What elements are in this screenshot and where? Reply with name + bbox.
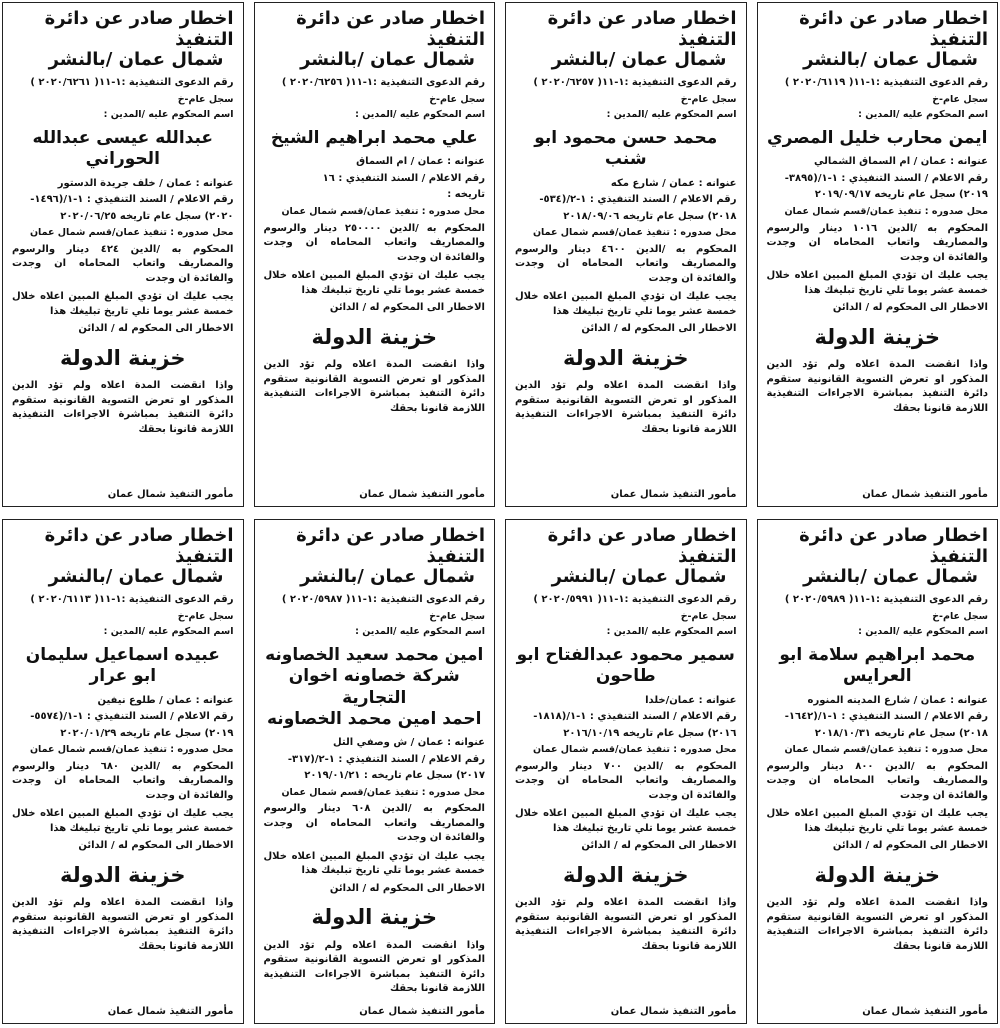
notice-footer: مأمور التنفيذ شمال عمان <box>610 488 737 500</box>
case-number <box>12 76 234 91</box>
creditor-line: الاخطار الى المحكوم له / الدائن <box>329 882 485 894</box>
case-number <box>515 593 737 608</box>
notice-footer: مأمور التنفيذ شمال عمان <box>107 488 234 500</box>
defendant-label: اسم المحكوم عليه /المدين : <box>606 626 737 638</box>
title-line2: شمال عمان /بالنشر <box>551 49 727 71</box>
notice-doc-number: ١-١/(٣٨٩٥- <box>784 172 838 184</box>
record-type: سجل عام-خ <box>680 610 737 622</box>
case-number <box>767 76 989 91</box>
creditor-line: الاخطار الى المحكوم له / الدائن <box>581 323 737 335</box>
title-line1: اخطار صادر عن دائرة التنفيذ <box>799 525 988 567</box>
address-prefix: عنوانه : <box>946 156 988 168</box>
notice-doc-date: ٢٠١٨) سجل عام تاريخه ٢٠١٨/٠٩/٠٦ <box>563 210 737 222</box>
judgment <box>515 760 737 804</box>
creditor-name: خزينة الدولة <box>311 905 438 930</box>
notice-doc <box>264 753 486 768</box>
notice-footer: مأمور التنفيذ شمال عمان <box>359 1005 485 1017</box>
case-value: ١-١١( ٢٠٢٠/٦١١٩ ) <box>784 77 876 89</box>
case-prefix: رقم الدعوى التنفيذية : <box>372 77 485 89</box>
defendant-name: عبيده اسماعيل سليمان ابو عرار <box>25 645 220 687</box>
defendant-label: اسم المحكوم عليه /المدين : <box>858 626 988 638</box>
creditor-name: خزينة الدولة <box>562 345 689 370</box>
judgment <box>767 760 989 804</box>
title-line2: شمال عمان /بالنشر <box>300 49 475 71</box>
judgment <box>12 243 234 287</box>
creditor-name: خزينة الدولة <box>814 862 941 887</box>
judgment-amount: ١٠١٦ دينار <box>819 222 878 234</box>
case-prefix: رقم الدعوى التنفيذية : <box>372 594 485 606</box>
defendant-name: محمد ابراهيم سلامة ابو العرايس <box>779 645 976 687</box>
creditor-line: الاخطار الى المحكوم له / الدائن <box>832 840 988 852</box>
issuer: محل صدوره : تنفيذ عمان/قسم شمال عمان <box>532 227 737 239</box>
record-type: سجل عام-خ <box>177 93 234 105</box>
address-value: عمان / خلف جريدة الدستور <box>57 177 193 189</box>
warning-text: واذا انقضت المدة اعلاه ولم تؤد الدين المذكور او تعرض التسوية القانونية ستقوم دائرة التنفيذ بمباشرة الاجراءات التنفيذية اللازمة قانونا بحقك <box>12 380 234 435</box>
creditor-name: خزينة الدولة <box>59 862 186 887</box>
record-type: سجل عام-خ <box>680 93 737 105</box>
notice-doc-label: رقم الاعلام / السند التنفيذي : <box>841 711 988 723</box>
issuer: محل صدوره : تنفيذ عمان/قسم شمال عمان <box>29 227 234 239</box>
notice-card <box>2 2 244 507</box>
record-type: سجل عام-خ <box>429 93 485 105</box>
case-value: ١-١١( ٢٠٢٠/٦٢٦١ ) <box>30 77 122 89</box>
title-line2: شمال عمان /بالنشر <box>300 566 475 588</box>
address <box>515 177 737 192</box>
notice-card <box>254 2 496 507</box>
issuer: محل صدوره : تنفيذ عمان/قسم شمال عمان <box>281 786 485 798</box>
case-value: ١-١١( ٢٠٢٠/٥٩٩١ ) <box>533 594 625 606</box>
notice-footer: مأمور التنفيذ شمال عمان <box>610 1005 737 1017</box>
notice-doc-number: ١-٢/(٥٣٤- <box>539 194 587 206</box>
notice-doc-date: ٢٠٢٠) سجل عام تاريخه ٢٠٢٠/٠٦/٢٥ <box>60 210 234 222</box>
creditor-name: خزينة الدولة <box>311 324 438 349</box>
judgment-suffix: والرسوم والمصاريف واتعاب المحاماه ان وجدت والفائدة ان وجدت <box>515 760 737 801</box>
notice-doc-date: ٢٠١٦) سجل عام تاريخه ٢٠١٦/١٠/١٩ <box>563 727 737 739</box>
judgment-amount: ٦٨٠ دينار <box>66 760 120 772</box>
judgment-prefix: المحكوم به /الدين <box>877 222 988 234</box>
judgment-suffix: والرسوم والمصاريف واتعاب المحاماه ان وجدت والفائدة ان وجدت <box>515 243 737 284</box>
case-value: ١-١١( ٢٠٢٠/٦٢٥٦ ) <box>281 77 373 89</box>
address-value: عمان / طلوع نيفين <box>97 694 193 706</box>
notice-title <box>767 9 989 71</box>
creditor-name: خزينة الدولة <box>814 324 941 349</box>
notice-doc <box>767 710 989 725</box>
address-value: عمان / ام السماق <box>356 156 444 168</box>
payment-instruction: يجب عليك ان تؤدي المبلغ المبين اعلاه خلال خمسة عشر يوما تلي تاريخ تبليغك هذا <box>766 270 988 296</box>
judgment-prefix: المحكوم به /الدين <box>381 222 485 234</box>
notice-footer: مأمور التنفيذ شمال عمان <box>359 488 485 500</box>
title-line2: شمال عمان /بالنشر <box>803 49 978 71</box>
judgment-amount: ٦٠٨ دينار <box>318 803 371 815</box>
judgment-suffix: والرسوم والمصاريف واتعاب المحاماه ان وجدت والفائدة ان وجدت <box>263 222 485 263</box>
case-prefix: رقم الدعوى التنفيذية : <box>121 594 234 606</box>
notice-title <box>515 526 737 588</box>
notice-card <box>757 2 999 507</box>
notice-doc-number: ١-١/(١٦٤٢- <box>784 711 838 723</box>
title-line1: اخطار صادر عن دائرة التنفيذ <box>547 8 737 50</box>
record-type: سجل عام-خ <box>932 610 988 622</box>
defendant-name: سمير محمود عبدالفتاح ابو طاحون <box>516 645 735 687</box>
creditor-line: الاخطار الى المحكوم له / الدائن <box>329 302 485 314</box>
defendant-name: امين محمد سعيد الخصاونه شركة خصاونه اخوان التجارية احمد امين محمد الخصاونه <box>265 645 484 729</box>
judgment <box>264 222 486 266</box>
judgment-prefix: المحكوم به /الدين <box>873 760 988 772</box>
case-prefix: رقم الدعوى التنفيذية : <box>624 594 737 606</box>
creditor-line: الاخطار الى المحكوم له / الدائن <box>581 840 737 852</box>
address-prefix: عنوانه : <box>443 737 485 749</box>
judgment-prefix: المحكوم به /الدين <box>622 760 737 772</box>
notice-doc-label: رقم الاعلام / السند التنفيذي : <box>86 194 234 206</box>
case-number <box>264 76 486 91</box>
notice-doc <box>12 710 234 725</box>
record-type: سجل عام-خ <box>429 610 485 622</box>
address <box>12 694 234 709</box>
case-number <box>264 593 486 608</box>
notice-doc-label: رقم الاعلام / السند التنفيذي : <box>338 172 485 184</box>
notice-title <box>515 9 737 71</box>
notice-title <box>264 526 486 588</box>
address-prefix: عنوانه : <box>695 177 737 189</box>
creditor-name: خزينة الدولة <box>562 862 689 887</box>
address-value: عمان / ش وصفي التل <box>333 737 444 749</box>
defendant-label: اسم المحكوم عليه /المدين : <box>103 109 234 121</box>
judgment-suffix: والرسوم والمصاريف واتعاب المحاماه ان وجدت والفائدة ان وجدت <box>263 803 485 844</box>
defendant-name: محمد حسن محمود ابو شنب <box>534 128 718 170</box>
case-value: ١-١١( ٢٠٢٠/٥٩٨٧ ) <box>281 594 373 606</box>
judgment-prefix: المحكوم به /الدين <box>625 243 737 255</box>
address <box>767 694 989 709</box>
notice-card <box>254 519 496 1024</box>
judgment <box>767 222 989 266</box>
notice-doc-date: ٢٠١٨) سجل عام تاريخه ٢٠١٨/١٠/٣١ <box>814 727 988 739</box>
payment-instruction: يجب عليك ان تؤدي المبلغ المبين اعلاه خلال خمسة عشر يوما تلي تاريخ تبليغك هذا <box>766 808 988 834</box>
notice-footer: مأمور التنفيذ شمال عمان <box>107 1005 234 1017</box>
notice-doc <box>515 193 737 208</box>
notice-footer: مأمور التنفيذ شمال عمان <box>862 488 988 500</box>
payment-instruction: يجب عليك ان تؤدي المبلغ المبين اعلاه خلال خمسة عشر يوما تلي تاريخ تبليغك هذا <box>515 808 737 834</box>
case-prefix: رقم الدعوى التنفيذية : <box>875 77 988 89</box>
issuer: محل صدوره : تنفيذ عمان/قسم شمال عمان <box>29 744 234 756</box>
address <box>515 694 737 709</box>
judgment-prefix: المحكوم به /الدين <box>119 243 234 255</box>
address-value: عمان / ام السماق الشمالي <box>813 156 947 168</box>
warning-text: واذا انقضت المدة اعلاه ولم تؤد الدين المذكور او تعرض التسوية القانونية ستقوم دائرة التنفيذ بمباشرة الاجراءات التنفيذية اللازمة قانونا بحقك <box>766 359 988 414</box>
judgment-prefix: المحكوم به /الدين <box>370 803 485 815</box>
notice-doc <box>767 172 989 187</box>
title-line2: شمال عمان /بالنشر <box>48 566 224 588</box>
address <box>12 177 234 192</box>
notice-card <box>2 519 244 1024</box>
notice-doc-label: رقم الاعلام / السند التنفيذي : <box>338 753 485 765</box>
judgment-amount: ٧٠٠ دينار <box>569 760 623 772</box>
record-type: سجل عام-خ <box>177 610 234 622</box>
notice-doc-number: ١-١/(١٤٩٦- <box>30 194 84 206</box>
judgment-suffix: والرسوم والمصاريف واتعاب المحاماه ان وجدت والفائدة ان وجدت <box>766 760 988 801</box>
issuer: محل صدوره : تنفيذ عمان/قسم شمال عمان <box>784 744 988 756</box>
defendant-label: اسم المحكوم عليه /المدين : <box>103 626 234 638</box>
defendant-label: اسم المحكوم عليه /المدين : <box>355 626 485 638</box>
title-line1: اخطار صادر عن دائرة التنفيذ <box>547 525 737 567</box>
creditor-line: الاخطار الى المحكوم له / الدائن <box>832 302 988 314</box>
title-line1: اخطار صادر عن دائرة التنفيذ <box>296 525 485 567</box>
judgment <box>12 760 234 804</box>
title-line1: اخطار صادر عن دائرة التنفيذ <box>44 525 234 567</box>
notice-footer: مأمور التنفيذ شمال عمان <box>862 1005 988 1017</box>
notice-card <box>505 2 747 507</box>
judgment-suffix: والرسوم والمصاريف واتعاب المحاماه ان وجدت والفائدة ان وجدت <box>12 760 234 801</box>
notice-doc <box>12 193 234 208</box>
defendant-label: اسم المحكوم عليه /المدين : <box>606 109 737 121</box>
judgment <box>515 243 737 287</box>
judgment <box>264 802 486 846</box>
warning-text: واذا انقضت المدة اعلاه ولم تؤد الدين المذكور او تعرض التسوية القانونية ستقوم دائرة التنفيذ بمباشرة الاجراءات التنفيذية اللازمة قانونا بحقك <box>515 380 737 435</box>
warning-text: واذا انقضت المدة اعلاه ولم تؤد الدين المذكور او تعرض التسوية القانونية ستقوم دائرة التنفيذ بمباشرة الاجراءات التنفيذية اللازمة قانونا بحقك <box>263 359 485 414</box>
notice-doc <box>264 172 486 187</box>
case-value: ١-١١( ٢٠٢٠/٦١١٣ ) <box>30 594 122 606</box>
case-prefix: رقم الدعوى التنفيذية : <box>121 77 234 89</box>
notice-doc-number: ١-١/(٥٥٧٤- <box>30 711 84 723</box>
defendant-name: ايمن محارب خليل المصري <box>766 128 988 149</box>
issuer: محل صدوره : تنفيذ عمان/قسم شمال عمان <box>281 205 485 217</box>
address <box>264 155 486 170</box>
title-line1: اخطار صادر عن دائرة التنفيذ <box>44 8 234 50</box>
notice-doc-number: ١٦ <box>322 172 335 184</box>
defendant-label: اسم المحكوم عليه /المدين : <box>355 109 485 121</box>
title-line2: شمال عمان /بالنشر <box>551 566 727 588</box>
judgment-amount: ٢٥٠٠٠٠ دينار <box>314 222 382 234</box>
creditor-line: الاخطار الى المحكوم له / الدائن <box>78 323 234 335</box>
address-prefix: عنوانه : <box>946 694 988 706</box>
payment-instruction: يجب عليك ان تؤدي المبلغ المبين اعلاه خلال خمسة عشر يوما تلي تاريخ تبليغك هذا <box>12 291 234 317</box>
judgment-suffix: والرسوم والمصاريف واتعاب المحاماه ان وجدت والفائدة ان وجدت <box>766 222 988 263</box>
notice-doc-label: رقم الاعلام / السند التنفيذي : <box>589 711 737 723</box>
defendant-name: عبدالله عيسى عبدالله الحوراني <box>32 128 214 170</box>
case-number <box>12 593 234 608</box>
notice-doc-date: ٢٠١٩) سجل عام تاريخه ٢٠١٩/٠٩/١٧ <box>814 189 988 201</box>
record-type: سجل عام-خ <box>932 93 988 105</box>
address <box>264 736 486 751</box>
defendant-name: علي محمد ابراهيم الشيخ <box>270 128 478 149</box>
creditor-name: خزينة الدولة <box>59 345 186 370</box>
notice-doc-number: ١-١/(١٨١٨- <box>533 711 587 723</box>
payment-instruction: يجب عليك ان تؤدي المبلغ المبين اعلاه خلال خمسة عشر يوما تلي تاريخ تبليغك هذا <box>12 808 234 834</box>
payment-instruction: يجب عليك ان تؤدي المبلغ المبين اعلاه خلال خمسة عشر يوما تلي تاريخ تبليغك هذا <box>263 270 485 296</box>
judgment-suffix: والرسوم والمصاريف واتعاب المحاماه ان وجدت والفائدة ان وجدت <box>12 243 234 284</box>
warning-text: واذا انقضت المدة اعلاه ولم تؤد الدين المذكور او تعرض التسوية القانونية ستقوم دائرة التنفيذ بمباشرة الاجراءات التنفيذية اللازمة قانونا بحقك <box>515 897 737 952</box>
judgment-amount: ٤٢٤ دينار <box>66 243 120 255</box>
address-prefix: عنوانه : <box>695 694 737 706</box>
issuer: محل صدوره : تنفيذ عمان/قسم شمال عمان <box>532 744 737 756</box>
judgment-amount: ٨٠٠ دينار <box>821 760 874 772</box>
title-line2: شمال عمان /بالنشر <box>803 566 978 588</box>
address-prefix: عنوانه : <box>443 156 485 168</box>
notice-doc-label: رقم الاعلام / السند التنفيذي : <box>841 172 988 184</box>
payment-instruction: يجب عليك ان تؤدي المبلغ المبين اعلاه خلال خمسة عشر يوما تلي تاريخ تبليغك هذا <box>263 850 485 877</box>
title-line2: شمال عمان /بالنشر <box>48 49 224 71</box>
notice-title <box>12 526 234 588</box>
warning-text: واذا انقضت المدة اعلاه ولم تؤد الدين المذكور او تعرض التسوية القانونية ستقوم دائرة التنفيذ بمباشرة الاجراءات التنفيذية اللازمة قانونا بحقك <box>263 939 485 995</box>
warning-text: واذا انقضت المدة اعلاه ولم تؤد الدين المذكور او تعرض التسوية القانونية ستقوم دائرة التنفيذ بمباشرة الاجراءات التنفيذية اللازمة قانونا بحقك <box>766 897 988 952</box>
case-prefix: رقم الدعوى التنفيذية : <box>624 77 737 89</box>
judgment-prefix: المحكوم به /الدين <box>119 760 234 772</box>
notice-doc <box>515 710 737 725</box>
case-value: ١-١١( ٢٠٢٠/٦٢٥٧ ) <box>533 77 625 89</box>
address-prefix: عنوانه : <box>192 694 234 706</box>
notice-card <box>757 519 999 1024</box>
judgment-amount: ٤٦٠٠ دينار <box>568 243 626 255</box>
notice-doc-label: رقم الاعلام / السند التنفيذي : <box>86 711 234 723</box>
warning-text: واذا انقضت المدة اعلاه ولم تؤد الدين المذكور او تعرض التسوية القانونية ستقوم دائرة التنفيذ بمباشرة الاجراءات التنفيذية اللازمة قانونا بحقك <box>12 897 234 952</box>
notice-title <box>767 526 989 588</box>
notice-title <box>12 9 234 71</box>
notice-title <box>264 9 486 71</box>
notice-doc-date: ٢٠١٧) سجل عام تاريخه : ٢٠١٩/٠١/٢١ <box>304 770 485 782</box>
address-value: عمان/خلدا <box>645 694 696 706</box>
notice-doc-date: تاريخه : <box>447 189 485 201</box>
notice-card <box>505 519 747 1024</box>
case-prefix: رقم الدعوى التنفيذية : <box>875 594 988 606</box>
defendant-label: اسم المحكوم عليه /المدين : <box>858 109 988 121</box>
title-line1: اخطار صادر عن دائرة التنفيذ <box>296 8 485 50</box>
address-value: عمان / شارع المدينه المنوره <box>807 694 947 706</box>
case-number <box>515 76 737 91</box>
issuer: محل صدوره : تنفيذ عمان/قسم شمال عمان <box>784 205 988 217</box>
address <box>767 155 989 170</box>
notice-doc-label: رقم الاعلام / السند التنفيذي : <box>589 194 737 206</box>
payment-instruction: يجب عليك ان تؤدي المبلغ المبين اعلاه خلال خمسة عشر يوما تلي تاريخ تبليغك هذا <box>515 291 737 317</box>
case-value: ١-١١( ٢٠٢٠/٥٩٨٩ ) <box>784 594 876 606</box>
address-prefix: عنوانه : <box>192 177 234 189</box>
notices-grid <box>2 2 998 1026</box>
notice-doc-number: ١-٢/(٣١٧- <box>287 753 335 765</box>
title-line1: اخطار صادر عن دائرة التنفيذ <box>799 8 988 50</box>
creditor-line: الاخطار الى المحكوم له / الدائن <box>78 840 234 852</box>
notice-doc-date: ٢٠١٩) سجل عام تاريخه ٢٠٢٠/٠١/٢٩ <box>60 727 234 739</box>
address-value: عمان / شارع مكه <box>610 177 696 189</box>
case-number <box>767 593 989 608</box>
